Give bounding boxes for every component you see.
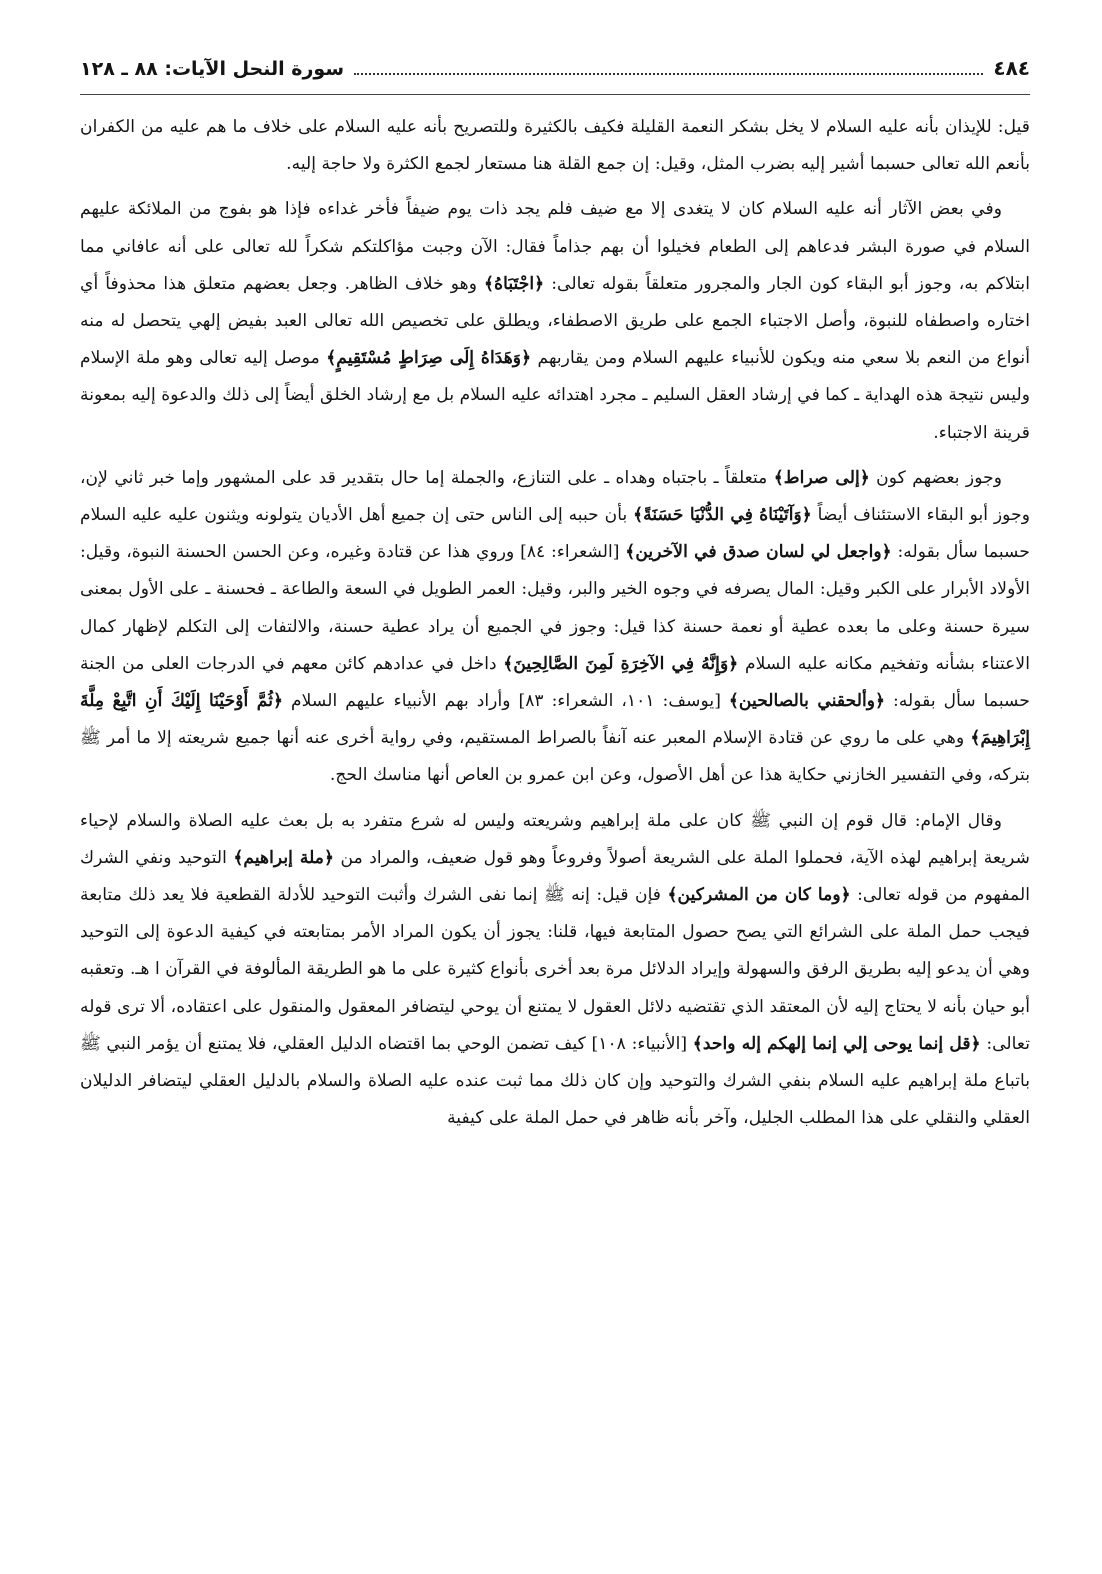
paragraph: [80, 109, 1030, 183]
document-page: [80, 56, 1030, 1145]
text-segment: [الشعراء: ٨٤] وروي هذا عن قتادة وغيره، وعن الحسن الحسنة النبوة، وقيل: الأولاد الأبرار على الكبر وقيل: المال يصرفه في وجوه الخير والبر، وقيل: العمر الطويل في السعة والطاعة ـ فحسنة ـ على الأول بمعنى سيرة حسنة وعلى ما بعده عطية أو نعمة حسنة كذا قيل: وجوز في الجميع أن يراد عطية حسنة، والالتفات إلى التكلم لإظهار كمال الاعتناء بشأنه وتفخيم مكانه عليه السلام: [80, 542, 1030, 674]
text-segment: [يوسف: ١٠١، الشعراء: ٨٣] وأراد بهم الأنبياء عليهم السلام: [283, 691, 729, 712]
quran-quote: ﴿إلى صراط﴾: [773, 467, 870, 488]
paragraph: [80, 803, 1030, 1138]
page-header: [80, 56, 1030, 95]
text-segment: وفي بعض الآثار أنه عليه السلام كان لا يتغدى إلا مع ضيف فلم يجد ذات يوم ضيفاً فأخر غداءه فإذا هو بفوج من الملائكة عليهم السلام في صورة البشر فدعاهم إلى الطعام فخيلوا أن بهم جذاماً فقال: الآن وجبت مؤاكلتكم شكراً لله تعالى على أنه عافاني مما ابتلاكم به، وجوز أبو البقاء كون الجار والمجرور متعلقاً بقوله تعالى:: [80, 199, 1030, 294]
paragraph: [80, 191, 1030, 451]
quran-quote: ﴿وَإِنَّهُ فِي الآخِرَةِ لَمِنَ الصَّالِحِينَ﴾: [503, 653, 739, 674]
quran-quote: ﴿قل إنما يوحى إلي إنما إلهكم إله واحد﴾: [692, 1033, 981, 1054]
header-leader-dots: [354, 59, 983, 75]
text-segment: فإن قيل: إنه ﷺ إنما نفى الشرك وأثبت التوحيد للأدلة القطعية فلا يعد ذلك متابعة فيجب حمل الملة على الشرائع التي يصح حصول المتابعة فيها، قلنا: يجوز أن يكون المراد الأمر بمتابعته في كيفية الدعوة إلى التوحيد وهي أن يدعو إليه بطريق الرفق والسهولة وإيراد الدلائل مرة بعد أخرى بأنواع كثيرة على ما هو الطريقة المألوفة في القرآن ا هـ. وتعقبه أبو حيان بأنه لا يحتاج إليه لأن المعتقد الذي تقتضيه دلائل العقول لا يمتنع أن يوحي ليتضافر المعقول والمنقول على اعتقاده، ألا ترى قوله تعالى:: [80, 885, 1030, 1054]
body-text: [80, 109, 1030, 1137]
text-segment: بأن حببه إلى الناس حتى إن جميع أهل الأديان يتولونه ويثنون عليه عليه السلام حسبما سأل بقوله:: [80, 505, 1031, 563]
quran-quote: ﴿وَهَدَاهُ إِلَى صِرَاطٍ مُسْتَقِيمٍ﴾: [326, 348, 532, 369]
page-number: ٤٨٤: [993, 56, 1030, 80]
text-segment: وهي على ما روي عن قتادة الإسلام المعبر عنه آنفاً بالصراط المستقيم، وفي رواية أخرى عنه أنها جميع شريعته إلا ما أمر ﷺ بتركه، وفي التفسير الخازني حكاية هذا عن أهل الأصول، وعن ابن عمرو بن العاص أنها مناسك الحج.: [80, 728, 1030, 786]
text-segment: وجوز بعضهم كون: [869, 467, 1002, 488]
text-segment: التوحيد ونفي الشرك المفهوم من قوله تعالى:: [80, 847, 1030, 906]
text-segment: وهو خلاف الظاهر. وجعل بعضهم متعلق هذا محذوفاً أي اختاره واصطفاه للنبوة، وأصل الاجتباء الجمع على طريق الاصطفاء، ويطلق على تخصيص الله تعالى العبد بفيض إلهي يتحصل له منه أنواع من النعم بلا سعي منه ويكون للأنبياء عليهم السلام ومن يقاربهم: [80, 273, 1030, 369]
paragraph: [80, 460, 1030, 795]
text-segment: قيل: للإيذان بأنه عليه السلام لا يخل بشكر النعمة القليلة فكيف بالكثيرة وللتصريح بأنه عليه السلام على خلاف ما هم عليه من الكفران بأنعم الله تعالى حسبما أشير إليه بضرب المثل، وقيل: إن جمع القلة هنا مستعار لجمع الكثرة ولا حاجة إليه.: [80, 117, 1030, 175]
text-segment: [الأنبياء: ١٠٨] كيف تضمن الوحي بما اقتضاه الدليل العقلي، فلا يمتنع أن يؤمر النبي ﷺ باتباع ملة إبراهيم عليه السلام بنفي الشرك والتوحيد وإن كان ذلك مما ثبت عنده عليه الصلاة والسلام بالدليل العقلي ليتضافر الدليلان العقلي والنقلي على هذا المطلب الجليل، وآخر بأنه ظاهر في حمل الملة على كيفية: [80, 1033, 1030, 1129]
quran-quote: ﴿اجْتَبَاهُ﴾: [484, 273, 545, 294]
running-title: سورة النحل الآيات: ٨٨ ـ ١٢٨: [80, 58, 345, 80]
text-segment: داخل في عدادهم كائن معهم في الدرجات العلى من الجنة حسبما سأل بقوله:: [80, 653, 1030, 712]
text-segment: وقال الإمام: قال قوم إن النبي ﷺ كان على ملة إبراهيم وشريعته وليس له شرع متفرد به بل بعث عليه الصلاة والسلام لإحياء شريعة إبراهيم لهذه الآية، فحملوا الملة على الشريعة أصولاً وفروعاً وهو قول ضعيف، والمراد من: [80, 810, 1030, 868]
text-segment: متعلقاً ـ باجتباه وهداه ـ على التنازع، والجملة إما حال بتقدير قد على المشهور وإما خبر ثاني لإن، وجوز أبو البقاء الاستئناف أيضاً: [80, 467, 1030, 526]
quran-quote: ﴿وألحقني بالصالحين﴾: [728, 691, 886, 712]
quran-quote: ﴿وَآتَيْنَاهُ فِي الدُّنْيَا حَسَنَةً﴾: [633, 505, 812, 526]
quran-quote: ﴿واجعل لي لسان صدق في الآخرين﴾: [625, 542, 892, 563]
quran-quote: ﴿ملة إبراهيم﴾: [233, 847, 335, 868]
quran-quote: ﴿وما كان من المشركين﴾: [667, 885, 851, 906]
text-segment: موصل إليه تعالى وهو ملة الإسلام وليس نتيجة هذه الهداية ـ كما في إرشاد العقل السليم ـ مجرد اهتدائه عليه السلام بل مع إرشاد الخلق أيضاً إلى ذلك والدعوة إليه بمعونة قرينة الاجتباء.: [80, 348, 1030, 443]
quran-quote: ﴿ثُمَّ أَوْحَيْنَا إِلَيْكَ أَنِ اتَّبِعْ مِلَّةَ إِبْرَاهِيمَ﴾: [80, 691, 1030, 749]
